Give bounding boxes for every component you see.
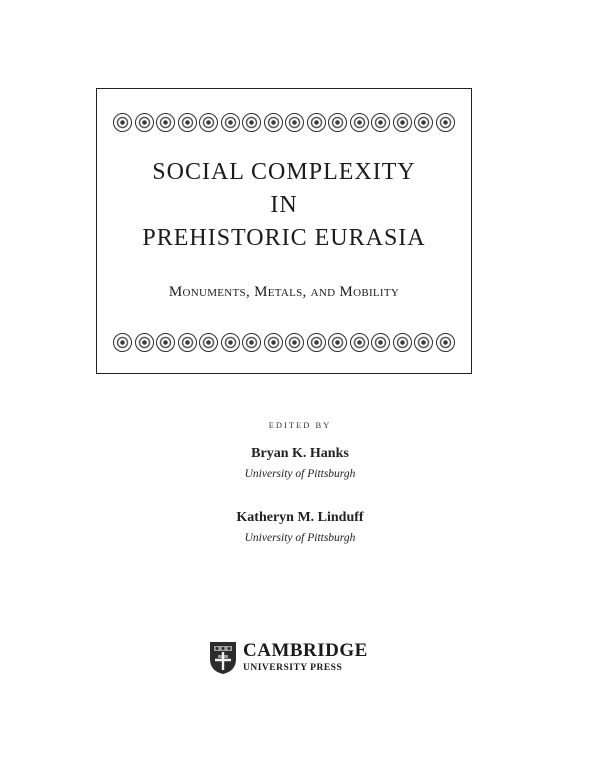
edited-by-label: EDITED BY	[268, 420, 332, 430]
rosette-ornament-icon	[436, 333, 455, 352]
cambridge-crest-icon	[209, 641, 237, 675]
title-line-2: IN	[270, 192, 298, 218]
rosette-ornament-icon	[221, 333, 240, 352]
editor-name-1: Bryan K. Hanks	[251, 446, 349, 461]
rosette-ornament-icon	[221, 113, 240, 132]
rosette-ornament-icon	[371, 113, 390, 132]
rosette-ornament-icon	[264, 113, 283, 132]
rosette-ornament-icon	[242, 113, 261, 132]
rosette-ornament-icon	[414, 333, 433, 352]
rosette-ornament-icon	[328, 333, 347, 352]
rosette-ornament-icon	[156, 113, 175, 132]
rosette-ornament-icon	[135, 113, 154, 132]
rosette-ornament-icon	[242, 333, 261, 352]
editor-affiliation-2: University of Pittsburgh	[244, 532, 356, 544]
rosette-ornament-icon	[393, 333, 412, 352]
publisher-subname: UNIVERSITY PRESS	[243, 663, 343, 673]
rosette-ornament-icon	[199, 333, 218, 352]
ornament-row-bottom	[113, 331, 455, 353]
rosette-ornament-icon	[307, 113, 326, 132]
rosette-ornament-icon	[350, 113, 369, 132]
rosette-ornament-icon	[285, 333, 304, 352]
rosette-ornament-icon	[199, 113, 218, 132]
publisher-block	[209, 640, 369, 676]
rosette-ornament-icon	[393, 113, 412, 132]
title-line-3: PREHISTORIC EURASIA	[142, 225, 426, 251]
rosette-ornament-icon	[135, 333, 154, 352]
rosette-ornament-icon	[285, 113, 304, 132]
rosette-ornament-icon	[156, 333, 175, 352]
ornament-row-top	[113, 111, 455, 133]
editor-name-2: Katheryn M. Linduff	[236, 510, 364, 525]
rosette-ornament-icon	[436, 113, 455, 132]
rosette-ornament-icon	[178, 113, 197, 132]
rosette-ornament-icon	[264, 333, 283, 352]
title-line-1: SOCIAL COMPLEXITY	[152, 159, 416, 185]
rosette-ornament-icon	[371, 333, 390, 352]
editor-affiliation-1: University of Pittsburgh	[244, 468, 356, 480]
subtitle: Monuments, Metals, and Mobility	[168, 284, 400, 300]
rosette-ornament-icon	[113, 333, 132, 352]
rosette-ornament-icon	[307, 333, 326, 352]
publisher-name: CAMBRIDGE	[243, 640, 368, 661]
rosette-ornament-icon	[350, 333, 369, 352]
rosette-ornament-icon	[414, 113, 433, 132]
rosette-ornament-icon	[113, 113, 132, 132]
rosette-ornament-icon	[328, 113, 347, 132]
rosette-ornament-icon	[178, 333, 197, 352]
title-frame	[96, 88, 472, 374]
